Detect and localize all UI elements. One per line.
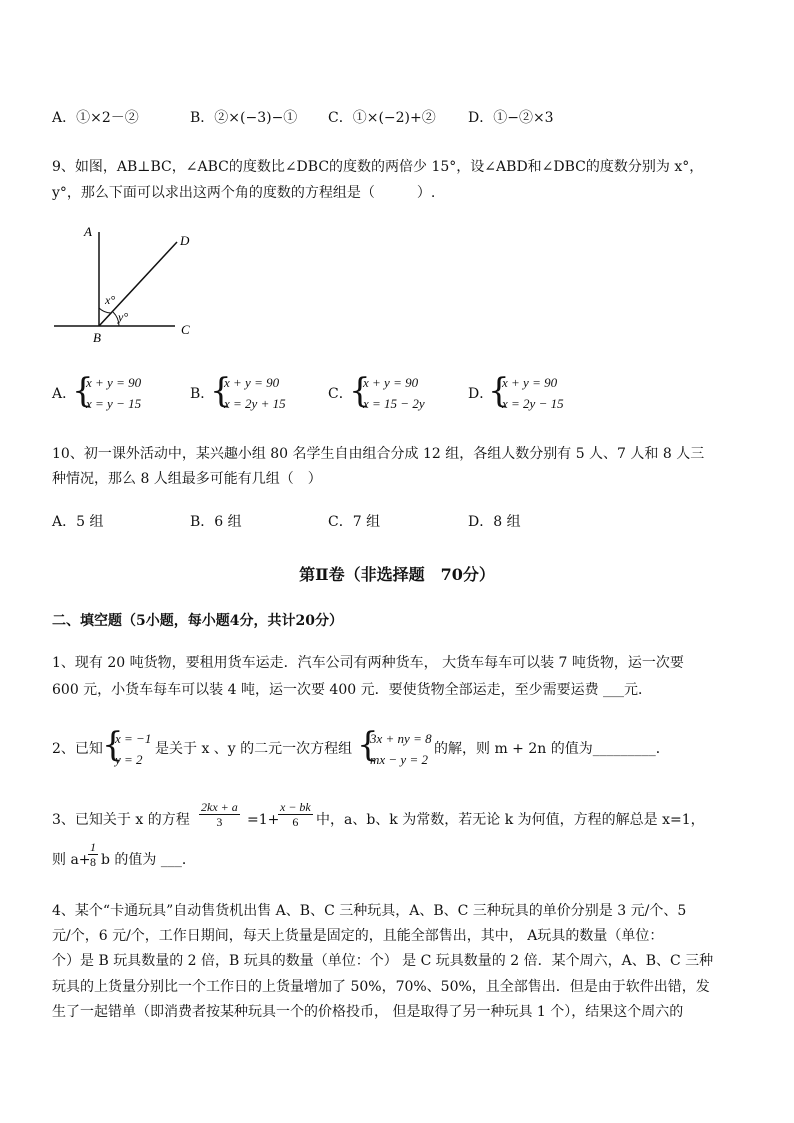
q8-option-c: C．①×(−2)+② (328, 110, 436, 126)
q8-option-a: A．①×2－② (52, 110, 139, 126)
p2-sys1-brace: { (102, 725, 124, 765)
q9-stem-line2: y°，那么下面可以求出这两个角的度数的方程组是（ ）. (52, 185, 436, 201)
p4-line2: 元/个，6 元/个，工作日期间，每天上货量是固定的，且能全部售出，其中， A玩具的数量（单位： (52, 928, 664, 944)
q10-option-b: B．6 组 (190, 514, 242, 530)
q9-option-d-brace: { (488, 371, 510, 411)
p2-sys1: x = −1 y = 2 (115, 731, 152, 767)
fig-label-x: x° (105, 293, 116, 307)
p3-line2-suffix: b 的值为 ___． (101, 852, 196, 868)
p2-sys2: 3x + ny = 8 mx − y = 2 (370, 731, 432, 767)
p3-prefix: 3、已知关于 x 的方程 (52, 812, 190, 828)
p2-prefix: 2、已知 (52, 741, 103, 757)
p3-suffix: 中，a、b、k 为常数，若无论 k 为何值，方程的解总是 x=1， (316, 812, 705, 828)
q8-option-d: D．①−②×3 (468, 110, 554, 126)
p4-line1: 4、某个“卡通玩具”自动售货机出售 A、B、C 三种玩具，A、B、C 三种玩具的单价分别是 3 元/个、5 (52, 903, 687, 919)
q9-stem-line1: 9、如图，AB⊥BC，∠ABC的度数比∠DBC的度数的两倍少 15°，设∠ABD和∠DBC的度数分别为 x°， (52, 159, 704, 175)
q9-option-b-label: B． (190, 386, 215, 402)
p3-fraction-1: $\frac{2kx + a}{3}$ (201, 800, 238, 829)
q9-option-d-system: x + y = 90 x = 2y − 15 (502, 375, 564, 411)
fig-label-y: y° (118, 310, 129, 324)
p4-line3: 个）是 B 玩具数量的 2 倍，B 玩具的数量（单位：个） 是 C 玩具数量的 2 倍．某个周六，A、B、C 三种 (52, 953, 714, 969)
p2-sys2-brace: { (357, 725, 379, 765)
p4-line4: 玩具的上货量分别比一个工作日的上货量增加了 50%，70%、50%，且全部售出．但是由于软件出错，发 (52, 979, 710, 995)
q9-option-c-brace: { (349, 371, 371, 411)
p4-line5: 生了一起错单（即消费者按某种玩具一个的价格投币， 但是取得了另一种玩具 1 个），结果这个周六的 (52, 1004, 684, 1020)
q9-option-c-label: C． (328, 386, 353, 402)
q9-option-b-brace: { (210, 371, 232, 411)
q9-option-c-system: x + y = 90 x = 15 − 2y (363, 375, 425, 411)
q10-option-a: A．5 组 (52, 514, 104, 530)
q9-option-d-label: D． (468, 386, 494, 402)
q9-option-a-system: x + y = 90 x = y − 15 (86, 375, 142, 411)
p3-fraction-3: $\frac{1}{8}$ (90, 840, 96, 869)
q10-option-d: D．8 组 (468, 514, 521, 530)
q9-option-a-label: A． (52, 386, 77, 402)
p2-mid: 是关于 x 、y 的二元一次方程组 (155, 741, 353, 757)
p3-equals: =1+ (247, 812, 280, 828)
fig-label-d: D (180, 233, 190, 248)
q10-option-c: C．7 组 (328, 514, 381, 530)
q10-stem-line1: 10、初一课外活动中，某兴趣小组 80 名学生自由组合分成 12 组，各组人数分别有 5 人、7 人和 8 人三 (52, 446, 705, 462)
p1-line2: 600 元，小货车每车可以装 4 吨，运一次要 400 元．要使货物全部运走，至少需要运费 ___元． (52, 682, 653, 698)
p3-line2-prefix: 则 a+ (52, 852, 91, 868)
q9-option-b-system: x + y = 90 x = 2y + 15 (224, 375, 286, 411)
section-2-title: 第Ⅱ卷（非选择题 70分） (299, 565, 495, 584)
p1-line1: 1、现有 20 吨货物，要租用货车运走．汽车公司有两种货车， 大货车每车可以装 7 吨货物，运一次要 (52, 655, 684, 671)
p2-suffix: 的解，则 m + 2n 的值为_________． (434, 741, 670, 757)
p3-fraction-2: $\frac{x - bk}{6}$ (280, 800, 311, 829)
q9-angle-figure (50, 220, 210, 350)
fig-label-c: C (181, 322, 190, 337)
q10-stem-line2: 种情况，那么 8 人组最多可能有几组（ ） (52, 471, 322, 487)
fig-label-b: B (93, 330, 101, 345)
fill-in-heading: 二、填空题（5小题，每小题4分，共计20分） (52, 613, 343, 629)
fig-label-a: A (84, 224, 92, 239)
q9-option-a-brace: { (72, 371, 94, 411)
q8-option-b: B．②×(−3)−① (190, 110, 298, 126)
